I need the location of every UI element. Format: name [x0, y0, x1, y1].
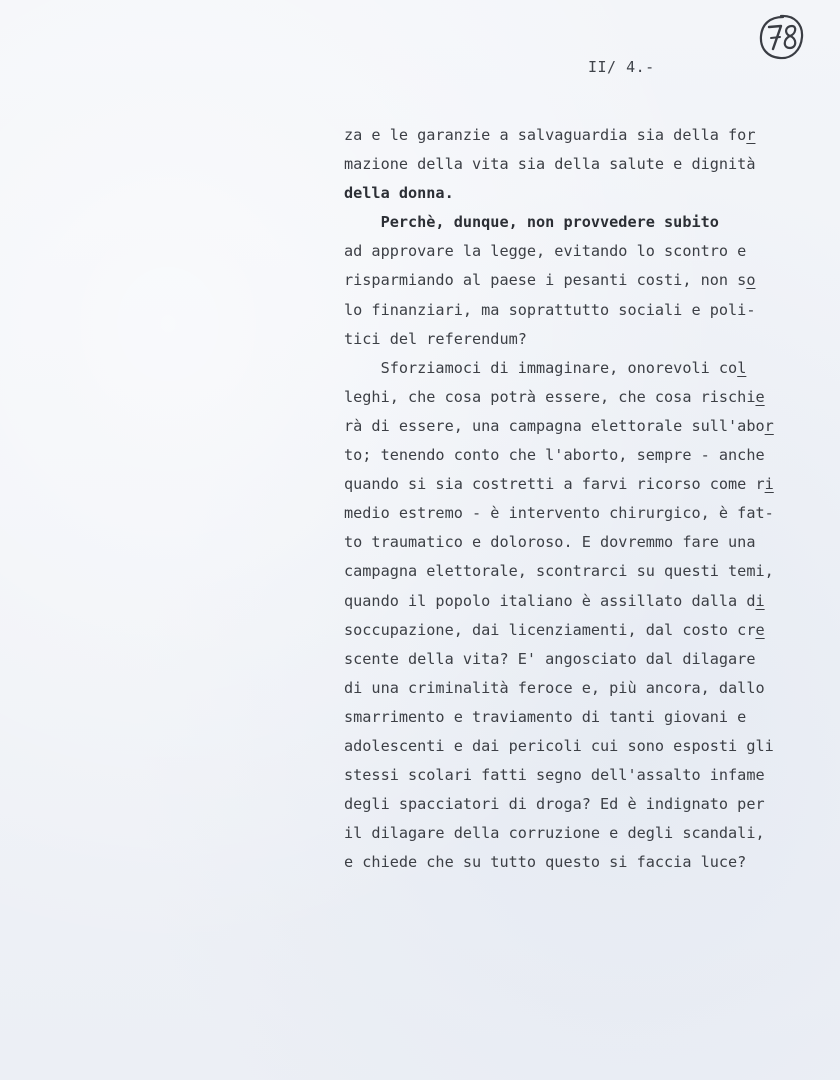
text-line	[344, 761, 824, 790]
handwritten-page-stamp	[756, 12, 806, 62]
text-line-content: adolescenti e dai pericoli cui sono esposti gli	[344, 736, 774, 755]
text-line-content: Perchè, dunque, non provvedere subito	[344, 213, 719, 232]
text-line-content: campagna elettorale, scontrarci su questi temi,	[344, 562, 774, 581]
hyphenation-underlined-letter: e	[755, 620, 765, 639]
text-line	[344, 237, 824, 266]
text-line-content: to traumatico e doloroso. E dovremmo fare una	[344, 533, 756, 552]
text-line-content: mazione della vita sia della salute e dignità	[344, 155, 756, 174]
text-line-content: smarrimento e traviamento di tanti giovani e	[344, 707, 747, 726]
text-line	[344, 557, 824, 586]
text-line-content: tici del referendum?	[344, 329, 527, 348]
text-line	[344, 208, 824, 237]
hyphenation-underlined-letter: r	[746, 126, 756, 144]
text-line-content: to; tenendo conto che l'aborto, sempre - anche	[344, 446, 765, 465]
text-line	[344, 819, 824, 848]
hyphenation-underlined-letter: r	[764, 416, 774, 435]
text-line-content: za e le garanzie a salvaguardia sia della fo	[344, 126, 747, 144]
text-line	[344, 325, 824, 354]
hyphenation-underlined-letter: l	[737, 358, 747, 377]
text-line-content: scente della vita? E' angosciato dal dilagare	[344, 649, 756, 668]
text-line	[344, 732, 824, 761]
text-line	[344, 587, 824, 616]
hyphenation-underlined-letter: o	[746, 271, 756, 290]
body-text	[344, 121, 824, 877]
hyphenation-underlined-letter: e	[755, 387, 765, 406]
text-line	[344, 616, 824, 645]
text-line	[344, 848, 824, 877]
text-line-content: e chiede che su tutto questo si faccia luce?	[344, 853, 747, 872]
text-line	[344, 499, 824, 528]
text-line-content: di una criminalità feroce e, più ancora, dallo	[344, 678, 765, 697]
text-line	[344, 179, 824, 208]
text-line	[344, 412, 824, 441]
text-line	[344, 266, 824, 295]
circled-number-78-mark	[756, 12, 806, 62]
text-line	[344, 150, 824, 179]
text-line-content: Sforziamoci di immaginare, onorevoli co	[344, 358, 738, 377]
page-number: II/ 4.-	[588, 58, 655, 76]
text-line-content: ad approvare la legge, evitando lo scontro e	[344, 242, 747, 261]
text-line-content: il dilagare della corruzione e degli scandali,	[344, 824, 765, 843]
text-line	[344, 354, 824, 383]
text-line-content: soccupazione, dai licenziamenti, dal costo cr	[344, 620, 756, 639]
hyphenation-underlined-letter: i	[755, 591, 765, 610]
text-line-content: rà di essere, una campagna elettorale sull'abo	[344, 416, 765, 435]
text-line	[344, 121, 824, 150]
text-line-content: degli spacciatori di droga? Ed è indignato per	[344, 795, 765, 814]
text-line	[344, 645, 824, 674]
text-line	[344, 296, 824, 325]
text-line	[344, 441, 824, 470]
text-line	[344, 528, 824, 557]
text-line	[344, 674, 824, 703]
text-line-content: lo finanziari, ma soprattutto sociali e poli-	[344, 300, 756, 319]
text-line-content: stessi scolari fatti segno dell'assalto infame	[344, 766, 765, 785]
text-line-content: medio estremo - è intervento chirurgico, è fat-	[344, 504, 774, 523]
text-line-content: della donna.	[344, 184, 454, 203]
hyphenation-underlined-letter: i	[764, 475, 774, 494]
text-line-content: leghi, che cosa potrà essere, che cosa rischi	[344, 387, 756, 406]
text-line	[344, 383, 824, 412]
text-line	[344, 790, 824, 819]
text-line-content: quando il popolo italiano è assillato dalla d	[344, 591, 756, 610]
text-line	[344, 703, 824, 732]
text-line	[344, 470, 824, 499]
text-line-content: quando si sia costretti a farvi ricorso come r	[344, 475, 765, 494]
text-line-content: risparmiando al paese i pesanti costi, non s	[344, 271, 747, 290]
